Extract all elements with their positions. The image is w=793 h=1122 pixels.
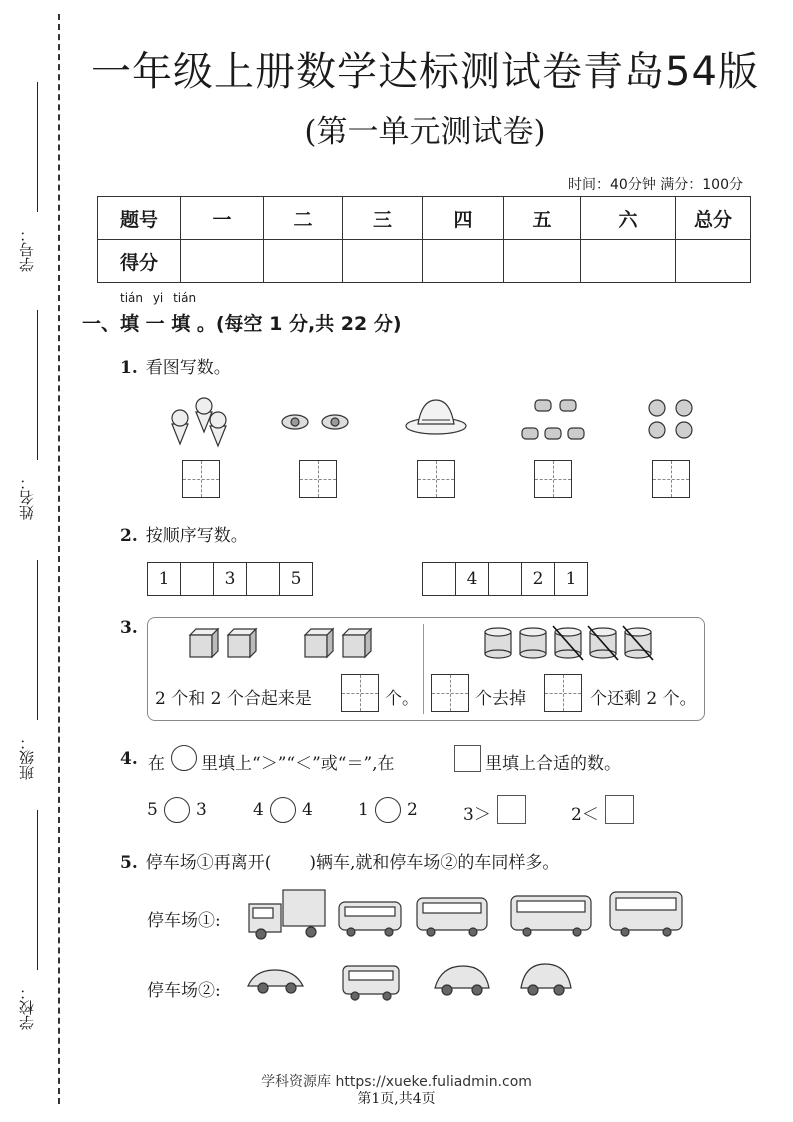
q5-text-1: 停车场①再离开(: [145, 853, 272, 873]
q1-pictures: [160, 392, 705, 452]
compare-circle-icon: [171, 745, 197, 771]
score-header-cell: 六: [581, 197, 676, 240]
answer-box[interactable]: [341, 674, 379, 712]
sequence-cell[interactable]: 2: [522, 563, 555, 595]
q4-item-a-right: 3: [196, 800, 207, 820]
sequence-b: [422, 562, 588, 596]
parking-lot-2-label: 停车场②:: [147, 981, 221, 1001]
q4-text-3: 里填上合适的数。: [485, 754, 621, 774]
question-text: 看图写数。: [145, 358, 231, 378]
footer-page-number: 第1页,共4页: [357, 1091, 436, 1107]
score-input-cell[interactable]: [264, 240, 343, 283]
footer-watermark: 学科资源库 https://xueke.fuliadmin.com: [261, 1074, 532, 1090]
score-header-cell: 二: [264, 197, 343, 240]
section-title: 一、填 一 填 。(每空 1 分,共 22 分): [82, 313, 402, 335]
q4-item-c-left: 1: [358, 800, 369, 820]
sequence-cell[interactable]: 1: [565, 569, 577, 589]
answer-box[interactable]: [534, 460, 572, 498]
answer-circle[interactable]: [270, 797, 296, 823]
q3-right-text-b: 个还剩 2 个。: [590, 689, 697, 709]
answer-box[interactable]: [497, 795, 526, 824]
score-header-cell: 五: [504, 197, 581, 240]
name-field[interactable]: [16, 310, 42, 520]
sequence-cell[interactable]: 4: [456, 563, 489, 595]
score-header-cell: 三: [343, 197, 423, 240]
q4-item-b-left: 4: [253, 800, 264, 820]
bus-icon: [339, 892, 682, 936]
question-2: [120, 521, 248, 546]
sequence-cell[interactable]: [247, 563, 280, 595]
hat-icon: [406, 400, 466, 434]
answer-box[interactable]: [417, 460, 455, 498]
class-line: [37, 560, 38, 720]
question-number: 1.: [120, 358, 138, 378]
class-label: 班级：: [18, 735, 36, 780]
page-title: 一年级上册数学达标测试卷青岛54版: [91, 49, 759, 95]
sequence-cell[interactable]: 3: [214, 563, 247, 595]
q4-text-2: 里填上“＞”“＜”或“＝”,在: [201, 754, 395, 774]
q5-text-2: )辆车,就和停车场②的车同样多。: [309, 853, 560, 873]
q4-text-1: 在: [148, 754, 165, 774]
answer-box[interactable]: [544, 674, 582, 712]
q3-pictures: [180, 625, 680, 661]
score-value-row: [98, 240, 751, 283]
question-number: 3.: [120, 618, 138, 638]
answer-box[interactable]: [299, 460, 337, 498]
whistle-icon: [522, 400, 584, 439]
class-field[interactable]: [16, 560, 42, 780]
fill-box-icon: [454, 745, 481, 772]
page-subtitle: (第一单元测试卷): [304, 114, 546, 150]
question-5: [120, 848, 559, 873]
sequence-cell[interactable]: 5: [290, 569, 302, 589]
student-no-label: 学号：: [18, 227, 36, 272]
score-input-cell[interactable]: [581, 240, 676, 283]
school-line: [37, 810, 38, 970]
ice-cream-icon: [172, 398, 226, 446]
q3-right-text-a: 个去掉: [475, 689, 526, 709]
score-input-cell[interactable]: [181, 240, 264, 283]
question-4-number: [120, 749, 146, 769]
car-icon: [248, 964, 571, 1000]
school-label: 学校：: [18, 985, 36, 1030]
answer-box[interactable]: [652, 460, 690, 498]
answer-box[interactable]: [182, 460, 220, 498]
score-input-cell[interactable]: [343, 240, 423, 283]
answer-box[interactable]: [431, 674, 469, 712]
score-header-cell: 四: [423, 197, 504, 240]
answer-circle[interactable]: [375, 797, 401, 823]
score-header-cell: 一: [181, 197, 264, 240]
school-field[interactable]: [16, 810, 42, 1030]
truck-icon: [249, 890, 325, 939]
q4-item-b-right: 4: [302, 800, 313, 820]
sequence-cell[interactable]: [423, 563, 456, 595]
student-no-line: [37, 82, 38, 212]
cube-icon: [190, 629, 371, 657]
name-line: [37, 310, 38, 460]
question-1: [120, 353, 231, 378]
score-table: [97, 196, 751, 283]
question-number: 2.: [120, 526, 138, 546]
answer-circle[interactable]: [164, 797, 190, 823]
question-number: 4.: [120, 749, 138, 769]
binding-dashed-line: [58, 14, 60, 1104]
sequence-cell[interactable]: 1: [148, 563, 181, 595]
score-input-cell[interactable]: [504, 240, 581, 283]
q4-item-d-left: 3＞: [463, 805, 491, 825]
answer-box[interactable]: [605, 795, 634, 824]
q5-vehicles: [245, 884, 685, 1009]
orange-icon: [649, 400, 692, 438]
score-input-cell[interactable]: [423, 240, 504, 283]
student-no-field[interactable]: [16, 82, 42, 272]
score-header-cell: 题号: [98, 197, 181, 240]
sequence-cell[interactable]: [181, 563, 214, 595]
sequence-cell[interactable]: [489, 563, 522, 595]
q3-left-text-a: 2 个和 2 个合起来是: [155, 689, 312, 709]
score-input-cell[interactable]: [676, 240, 751, 283]
section-pinyin: tián yi tián: [120, 291, 197, 305]
question-3: [120, 618, 146, 638]
question-number: 5.: [120, 853, 138, 873]
score-header-row: [98, 197, 751, 240]
exam-meta: 时间：40分钟 满分：100分: [568, 177, 743, 193]
q3-left-text-b: 个。: [385, 689, 419, 709]
score-row-label: 得分: [98, 240, 181, 283]
score-header-cell: 总分: [676, 197, 751, 240]
q4-item-e-left: 2＜: [571, 805, 599, 825]
candy-icon: [282, 415, 348, 429]
name-label: 姓名：: [18, 475, 36, 520]
parking-lot-1-label: 停车场①:: [147, 911, 221, 931]
q4-item-a-left: 5: [147, 800, 158, 820]
question-text: 按顺序写数。: [145, 526, 248, 546]
sequence-a: [147, 562, 313, 596]
q4-item-c-right: 2: [407, 800, 418, 820]
